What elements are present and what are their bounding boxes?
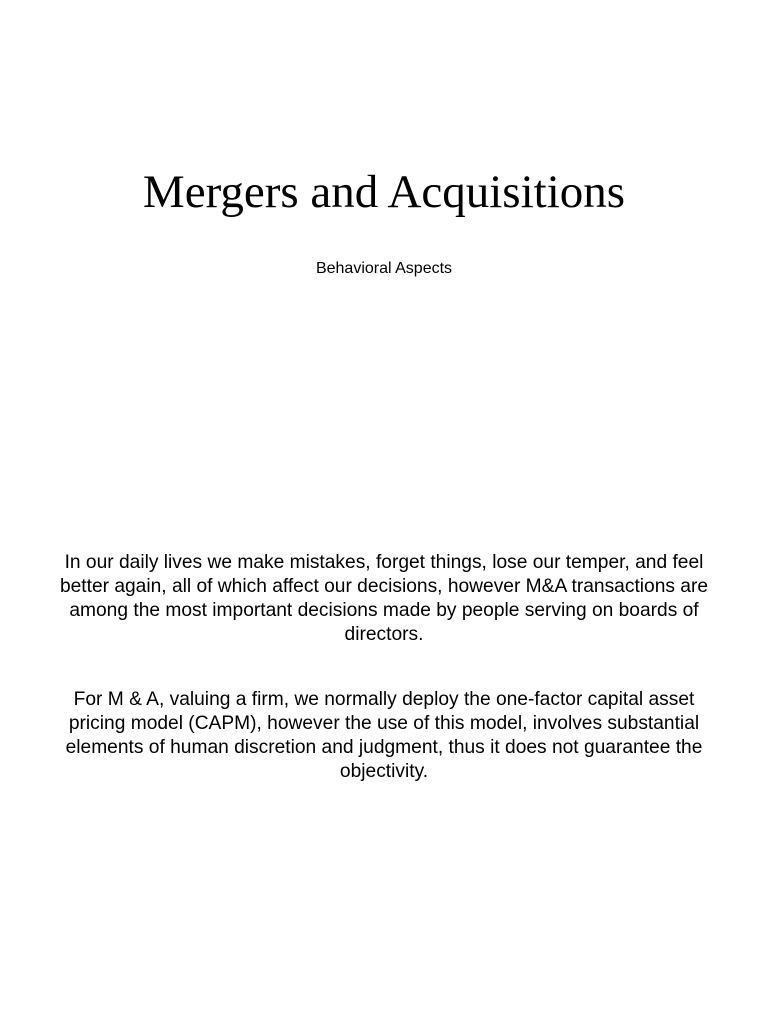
body-paragraph-2: For M & A, valuing a firm, we normally deploy the one-factor capital asset pricing model (CAPM), however the use of this model, involves substantial elements of human discretion and judgment, thus it does not guarantee the objectivity. [65,689,703,782]
page-subtitle: Behavioral Aspects [315,260,453,277]
page-title: Mergers and Acquisitions [142,166,626,218]
body-paragraph-1: In our daily lives we make mistakes, forget things, lose our temper, and feel better again, all of which affect our decisions, however M&A transactions are among the most important decisions made by people serving on boards of directors. [59,552,709,645]
